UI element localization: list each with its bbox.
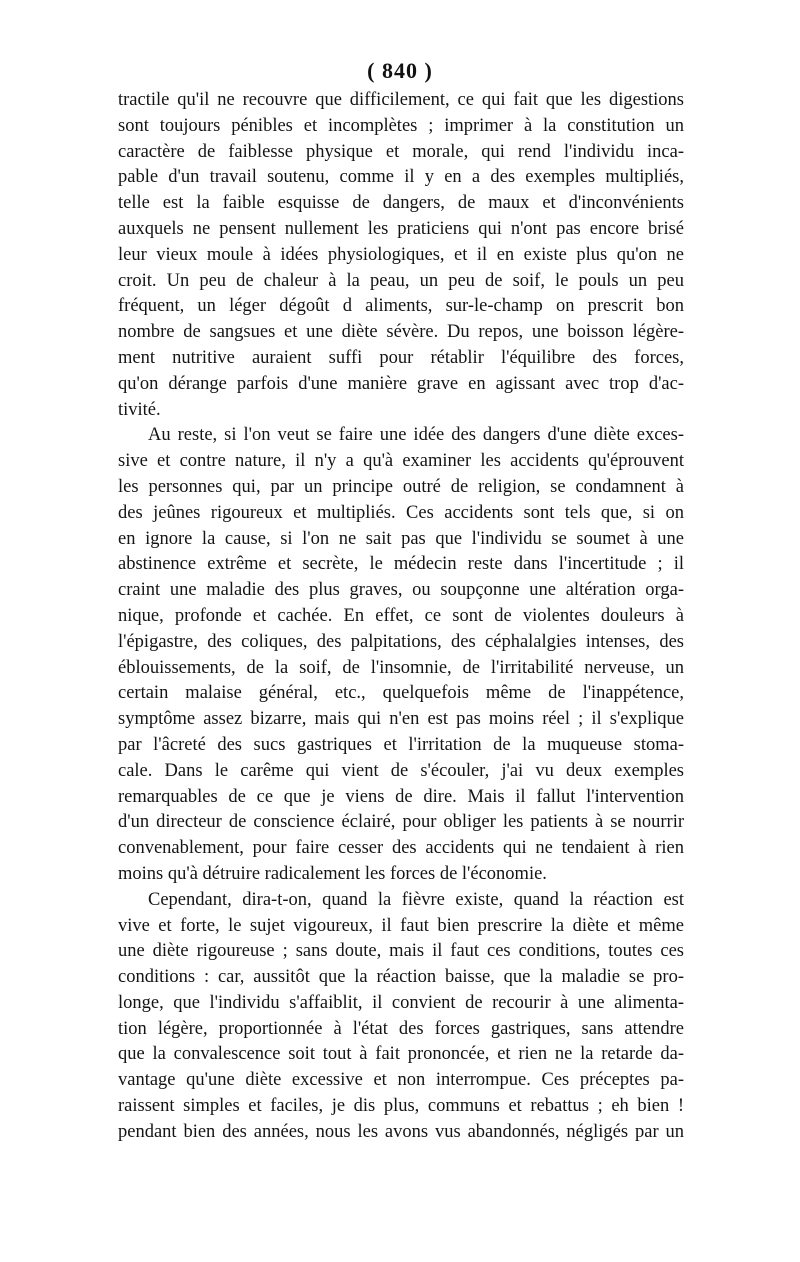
- text-line: moins qu'à détruire radicalement les forces de l'économie.: [118, 863, 547, 884]
- text-line: abstinence extrême et secrète, le médecin reste dans l'incertitude ; il: [118, 554, 684, 575]
- page-number: ( 840 ): [367, 58, 433, 83]
- text-line: cale. Dans le carême qui vient de s'écouler, j'ai vu deux exemples: [118, 760, 684, 781]
- paragraph: [118, 423, 684, 887]
- text-line: remarquables de ce que je viens de dire. Mais il fallut l'intervention: [118, 786, 684, 807]
- text-line: tion légère, proportionnée à l'état des forces gastriques, sans attendre: [118, 1018, 684, 1039]
- text-line: sont toujours pénibles et incomplètes ; imprimer à la constitution un: [118, 115, 684, 136]
- text-line: l'épigastre, des coliques, des palpitations, des céphalalgies intenses, des: [118, 631, 684, 652]
- paragraph: [118, 888, 684, 1146]
- text-line: conditions : car, aussitôt que la réaction baisse, que la maladie se pro-: [118, 967, 684, 988]
- text-line: sive et contre nature, il n'y a qu'à examiner les accidents qu'éprouvent: [118, 451, 684, 472]
- text-line: certain malaise général, etc., quelquefois même de l'inappétence,: [118, 683, 684, 704]
- text-line: auxquels ne pensent nullement les praticiens qui n'ont pas encore brisé: [118, 218, 684, 239]
- text-line: caractère de faiblesse physique et morale, qui rend l'individu inca-: [118, 141, 684, 162]
- paragraph: [118, 88, 684, 423]
- text-line: tractile qu'il ne recouvre que difficilement, ce qui fait que les digestions: [118, 90, 684, 110]
- text-line: Cependant, dira-t-on, quand la fièvre existe, quand la réaction est: [148, 889, 684, 910]
- text-line: craint une maladie des plus graves, ou soupçonne une altération orga-: [118, 580, 684, 601]
- text-line: Au reste, si l'on veut se faire une idée des dangers d'une diète exces-: [148, 425, 684, 446]
- text-line: les personnes qui, par un principe outré de religion, se condamnent à: [118, 476, 684, 497]
- text-line: pable d'un travail soutenu, comme il y en a des exemples multipliés,: [118, 167, 684, 188]
- text-line: des jeûnes rigoureux et multipliés. Ces accidents sont tels que, si on: [118, 502, 684, 523]
- text-line: vive et forte, le sujet vigoureux, il faut bien prescrire la diète et même: [118, 915, 684, 936]
- body-text: [118, 88, 684, 1146]
- text-line: éblouissements, de la soif, de l'insomnie, de l'irritabilité nerveuse, un: [118, 657, 684, 678]
- text-line: pendant bien des années, nous les avons vus abandonnés, négligés par un: [118, 1121, 684, 1142]
- text-line: ment nutritive auraient suffi pour rétablir l'équilibre des forces,: [118, 347, 684, 368]
- text-line: en ignore la cause, si l'on ne sait pas que l'individu se soumet à une: [118, 528, 684, 549]
- text-line: raissent simples et faciles, je dis plus, communs et rebattus ; eh bien !: [118, 1096, 684, 1117]
- text-line: nique, profonde et cachée. En effet, ce sont de violentes douleurs à: [118, 605, 684, 626]
- text-line: telle est la faible esquisse de dangers, de maux et d'inconvénients: [118, 193, 684, 214]
- text-line: croit. Un peu de chaleur à la peau, un peu de soif, le pouls un peu: [118, 270, 684, 291]
- text-line: fréquent, un léger dégoût d aliments, sur-le-champ on prescrit bon: [118, 296, 684, 317]
- text-line: tivité.: [118, 399, 161, 420]
- text-line: symptôme assez bizarre, mais qui n'en est pas moins réel ; il s'explique: [118, 709, 684, 730]
- text-line: par l'âcreté des sucs gastriques et l'irritation de la muqueuse stoma-: [118, 734, 684, 755]
- text-line: d'un directeur de conscience éclairé, pour obliger les patients à se nourrir: [118, 812, 684, 833]
- text-line: convenablement, pour faire cesser des accidents qui ne tendaient à rien: [118, 838, 684, 859]
- text-line: que la convalescence soit tout à fait prononcée, et rien ne la retarde da-: [118, 1044, 684, 1065]
- text-line: longe, que l'individu s'affaiblit, il convient de recourir à une alimenta-: [118, 992, 684, 1013]
- text-line: qu'on dérange parfois d'une manière grave en agissant avec trop d'ac-: [118, 373, 684, 394]
- text-line: vantage qu'une diète excessive et non interrompue. Ces préceptes pa-: [118, 1070, 684, 1091]
- text-line: une diète rigoureuse ; sans doute, mais il faut ces conditions, toutes ces: [118, 941, 684, 962]
- text-line: nombre de sangsues et une diète sévère. Du repos, une boisson légère-: [118, 322, 684, 343]
- text-line: leur vieux moule à idées physiologiques, et il en existe plus qu'on ne: [118, 244, 684, 265]
